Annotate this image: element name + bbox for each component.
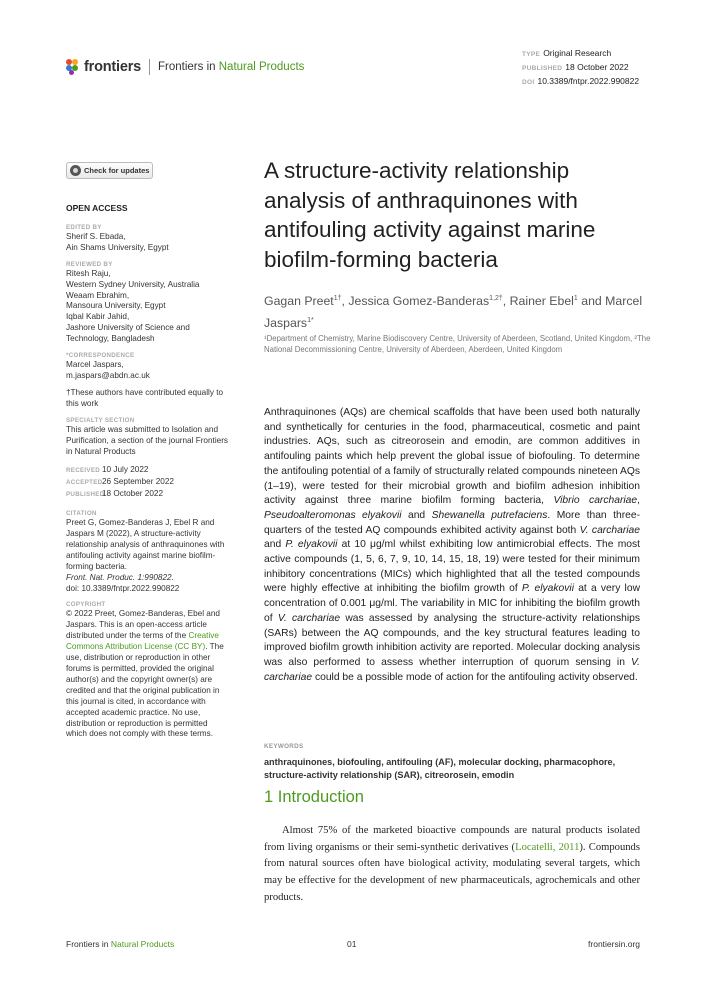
journal-name: Frontiers in Natural Products <box>158 61 305 73</box>
published-date-sidebar: PUBLISHED18 October 2022 <box>66 489 163 499</box>
doi[interactable]: 10.3389/fntpr.2022.990822 <box>537 76 640 86</box>
author[interactable]: Jessica Gomez-Banderas <box>348 294 490 309</box>
license-link[interactable]: Creative Commons Attribution License (CC BY) <box>66 631 219 652</box>
article-type: Original Research <box>543 48 612 58</box>
journal-logo[interactable] <box>66 56 304 78</box>
received-date: RECEIVED 10 July 2022 <box>66 465 149 475</box>
article-meta: TYPE Original Research PUBLISHED 18 October 2022 DOI 10.3389/fntpr.2022.990822 <box>522 48 640 86</box>
logo-divider <box>149 59 150 75</box>
frontiers-logo-icon <box>66 59 80 75</box>
published-date: 18 October 2022 <box>565 62 629 72</box>
reviewed-by: Ritesh Raju, Western Sydney University, Australia Weaam Ebrahim, Mansoura University, Egypt Iqbal Kabir Jahid, Jashore University of Science and Technology, Bangladesh <box>66 268 200 344</box>
keywords-list: anthraquinones, biofouling, antifouling (AF), molecular docking, pharmacophore, structure-activity relationship (SAR), citreorosein, emodin <box>264 757 616 780</box>
keywords <box>264 740 640 782</box>
abstract: Anthraquinones (AQs) are chemical scaffolds that have been used both naturally and synthetically for centuries in the food, pharmaceutical, cosmetic and paint industries. AQs, such as citreorosein and emodin, are common additives in antifouling paints which help prevent the global issue of biofouling. To determine the antifouling potential of a family of structurally related compounds nineteen AQs (1–19), were tested for their microbial growth and biofilm adhesion inhibition activity against three marine biofilm forming bacteria, Vibrio carchariae, Pseudoalteromonas elyakovii and Shewanella putrefaciens. More than three-quarters of the tested AQ compounds exhibited activity against both V. carchariae and P. elyakovii at 10 μg/ml whilst exhibiting low antimicrobial effects. The most active compounds (1, 5, 6, 7, 9, 10, 14, 15, 18, 19) were tested for their minimum inhibitory concentrations (MICs) which highlighted that all the tested compounds were highly effective at inhibiting the biofilm growth of P. elyakovii at a very low concentration of 0.001 μg/ml. The variability in MIC for inhibiting the biofilm growth of V. carchariae was assessed by analysing the structure-activity relationships (SARs) between the AQ compounds, and the key structural features leading to improved biofilm growth inhibition activity are reported. Molecular docking analysis was also performed to assess whether interruption of quorum sensing in V. carchariae could be a possible mode of action for the antifouling activity observed. <box>264 407 641 683</box>
page-number: 01 <box>347 939 357 949</box>
correspondence-email[interactable]: m.jaspars@abdn.ac.uk <box>66 370 150 380</box>
author-list: Gagan Preet$^{1\dagger}$, Jessica Gomez-Banderas$^{1,2\dagger}$, Rainer Ebel$^1$ and Marcel Jaspars$^{1*}$ <box>264 294 643 331</box>
footer-site-link[interactable]: frontiersin.org <box>588 939 640 949</box>
author[interactable]: Rainer Ebel <box>509 294 574 309</box>
open-access-label: OPEN ACCESS <box>66 203 128 213</box>
correspondence: Marcel Jaspars, m.jaspars@abdn.ac.uk <box>66 360 229 382</box>
article-title: A structure-activity relationship analysis of anthraquinones with antifouling activity against marine biofilm-forming bacteria <box>264 158 596 272</box>
footer-journal: Frontiers in Natural Products <box>66 939 175 949</box>
brand-name: frontiers <box>84 59 142 75</box>
author[interactable]: Marcel Jaspars <box>264 294 643 331</box>
affiliations: ¹Department of Chemistry, Marine Biodiscovery Centre, University of Aberdeen, Scotland, United Kingdom, ²The National Decommissioning Centre, University of Aberdeen, Aberdeen, United Kingdom <box>264 334 651 354</box>
citation-link[interactable]: Locatelli, 2011 <box>515 841 580 853</box>
equal-contribution: †These authors have contributed equally to this work <box>66 387 224 408</box>
copyright: © 2022 Preet, Gomez-Banderas, Ebel and Jaspars. This is an open-access article distributed under the terms of the Creative Commons Attribution License (CC BY). The use, distribution or reproduction in other forums is permitted, provided the original author(s) and the copyright owner(s) are credited and that the original publication in this journal is cited, in accordance with accepted academic practice. No use, distribution or reproduction is permitted which does not comply with these terms. <box>66 609 224 739</box>
check-for-updates-button[interactable]: Check for updates <box>66 162 153 179</box>
body-paragraph: Almost 75% of the marketed bioactive compounds are natural products isolated from living organisms or their semi-synthetic derivatives (Locatelli, 2011). Compounds from natural sources often have biological activity, modulating several targets, which may be effective for the development of new pharmaceuticals, agrochemicals and other products. <box>264 825 640 903</box>
section-heading: 1 Introduction <box>264 788 364 806</box>
sidebar: OPEN ACCESS EDITED BY Sherif S. Ebada, Ain Shams University, Egypt REVIEWED BY Ritesh Raju, Western Sydney University, Australia Weaam Ebrahim, Mansoura University, Egypt Iqbal Kabir Jahid, Jashore University of Science and Technology, Bangladesh *CORRESPONDENCE Marcel Jaspars, m.jaspars@abdn.ac.uk †These authors have contributed equally to this work SPECIALTY SECTION This article was submitted to Isolation and Purification, a section of the journal Frontiers in Natural Products RECEIVED 10 July 2022 ACCEPTED26 September 2022 PUBLISHED18 October 2022 CITATION Preet G, Gomez-Banderas J, Ebel R and Jaspars M (2022), A structure-activity relationship analysis of anthraquinones with antifouling activity against marine biofilm-forming bacteria. Front. Nat. Produc. 1:990822. doi: 10.3389/fntpr.2022.990822 COPYRIGHT © 2022 Preet, Gomez-Banderas, Ebel and Jaspars. This is an open-access article distributed under the terms of the Creative Commons Attribution License (CC BY). The use, distribution or reproduction in other forums is permitted, provided the original author(s) and the copyright owner(s) are credited and that the original publication in this journal is cited, in accordance with accepted academic practice. No use, distribution or reproduction is permitted which does not comply with these terms. <box>66 203 229 739</box>
update-icon <box>70 165 81 176</box>
specialty-section: This article was submitted to Isolation and Purification, a section of the journal Frontiers in Natural Products <box>66 424 229 456</box>
citation: Preet G, Gomez-Banderas J, Ebel R and Jaspars M (2022), A structure-activity relationship analysis of anthraquinones with antifouling activity against marine biofilm-forming bacteria. Front. Nat. Produc. 1:990822. doi: 10.3389/fntpr.2022.990822 <box>66 518 225 593</box>
keywords-label: KEYWORDS <box>264 743 304 750</box>
accepted-date: ACCEPTED26 September 2022 <box>66 477 174 487</box>
edited-by: Sherif S. Ebada, Ain Shams University, Egypt <box>66 231 169 252</box>
author[interactable]: Gagan Preet <box>264 294 334 309</box>
